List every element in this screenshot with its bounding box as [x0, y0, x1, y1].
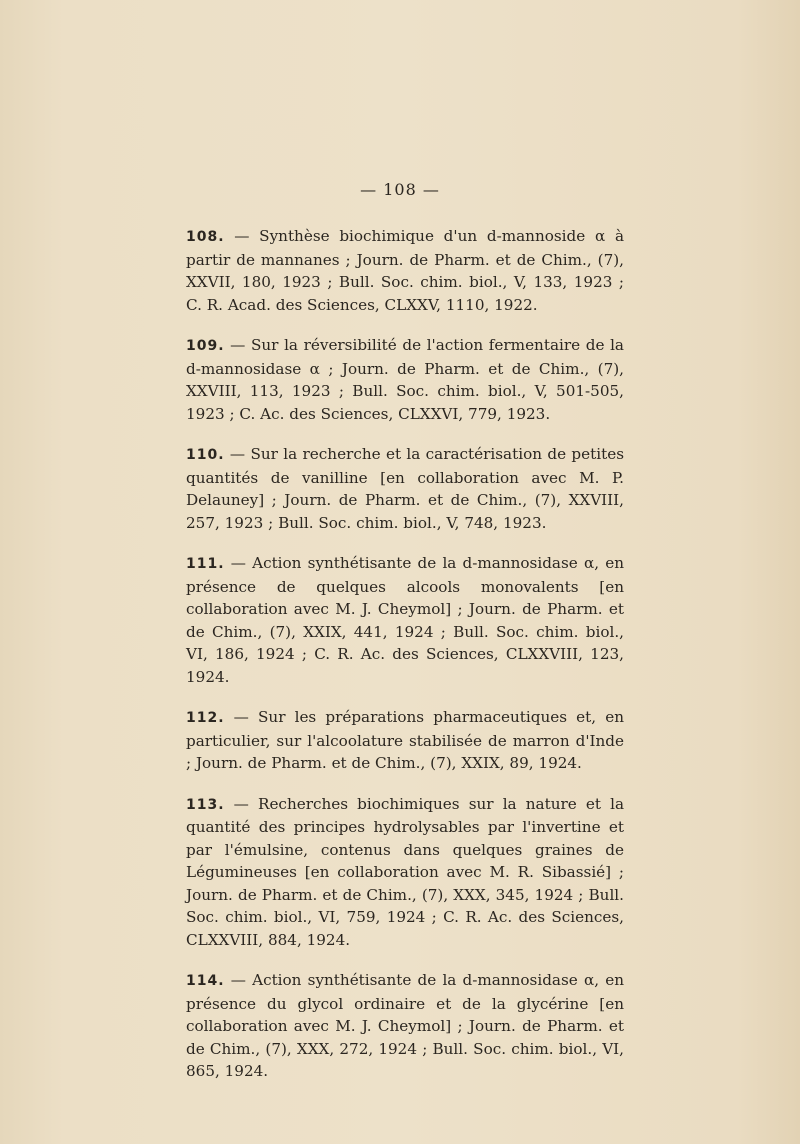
- entry-number: 113.: [186, 796, 225, 813]
- entry-number: 110.: [186, 447, 225, 464]
- entry-text: — Action synthétisante de la d-mannosidase α, en présence de quelques alcools monovalents [en collaboration avec M. J. Cheymol] ; Journ. de Pharm. et de Chim., (7), XXIX, 441, 1924 ; Bull. Soc. chim. biol., VI, 186, 1924 ; C. R. Ac. des Sciences, CLXXVIII, 123, 1924.: [186, 554, 624, 686]
- entry-text: — Sur la réversibilité de l'action fermentaire de la d-mannosidase α ; Journ. de Pharm. et de Chim., (7), XXVIII, 113, 1923 ; Bull. Soc. chim. biol., V, 501-505, 1923 ; C. Ac. des Sciences, CLXXVI, 779, 1923.: [186, 336, 624, 423]
- entry-text: — Sur la recherche et la caractérisation de petites quantités de vanilline [en collaboration avec M. P. Delauney] ; Journ. de Pharm. et de Chim., (7), XXVIII, 257, 1923 ; Bull. Soc. chim. biol., V, 748, 1923.: [186, 445, 624, 532]
- bibliography-entry: [186, 552, 624, 688]
- bibliography-entry: [186, 225, 624, 316]
- entry-text: — Sur les préparations pharmaceutiques et, en particulier, sur l'alcoolature stabilisée de marron d'Inde ; Journ. de Pharm. et de Chim., (7), XXIX, 89, 1924.: [186, 708, 624, 773]
- bibliography-entry: [186, 793, 624, 952]
- entry-text: — Action synthétisante de la d-mannosidase α, en présence du glycol ordinaire et de la glycérine [en collaboration avec M. J. Cheymol] ; Journ. de Pharm. et de Chim., (7), XXX, 272, 1924 ; Bull. Soc. chim. biol., VI, 865, 1924.: [186, 971, 624, 1081]
- bibliography-entry: [186, 706, 624, 775]
- entry-number: 108.: [186, 229, 225, 246]
- bibliography-list: [186, 210, 624, 1101]
- entry-number: 111.: [186, 556, 225, 573]
- bibliography-entry: [186, 443, 624, 534]
- entry-text: — Synthèse biochimique d'un d-mannoside α à partir de mannanes ; Journ. de Pharm. et de Chim., (7), XXVII, 180, 1923 ; Bull. Soc. chim. biol., V, 133, 1923 ; C. R. Acad. des Sciences, CLXXV, 1110, 1922.: [186, 227, 624, 314]
- bibliography-entry: [186, 969, 624, 1083]
- entry-text: — Recherches biochimiques sur la nature et la quantité des principes hydrolysables par l'invertine et par l'émulsine, contenus dans quelques graines de Légumineuses [en collaboration avec M. R. Sibassié] ; Journ. de Pharm. et de Chim., (7), XXX, 345, 1924 ; Bull. Soc. chim. biol., VI, 759, 1924 ; C. R. Ac. des Sciences, CLXXVIII, 884, 1924.: [186, 794, 624, 949]
- bibliography-entry: [186, 334, 624, 425]
- entry-number: 114.: [186, 973, 225, 990]
- page-number: — 108 —: [360, 180, 440, 199]
- entry-number: 112.: [186, 710, 225, 727]
- entry-number: 109.: [186, 338, 225, 355]
